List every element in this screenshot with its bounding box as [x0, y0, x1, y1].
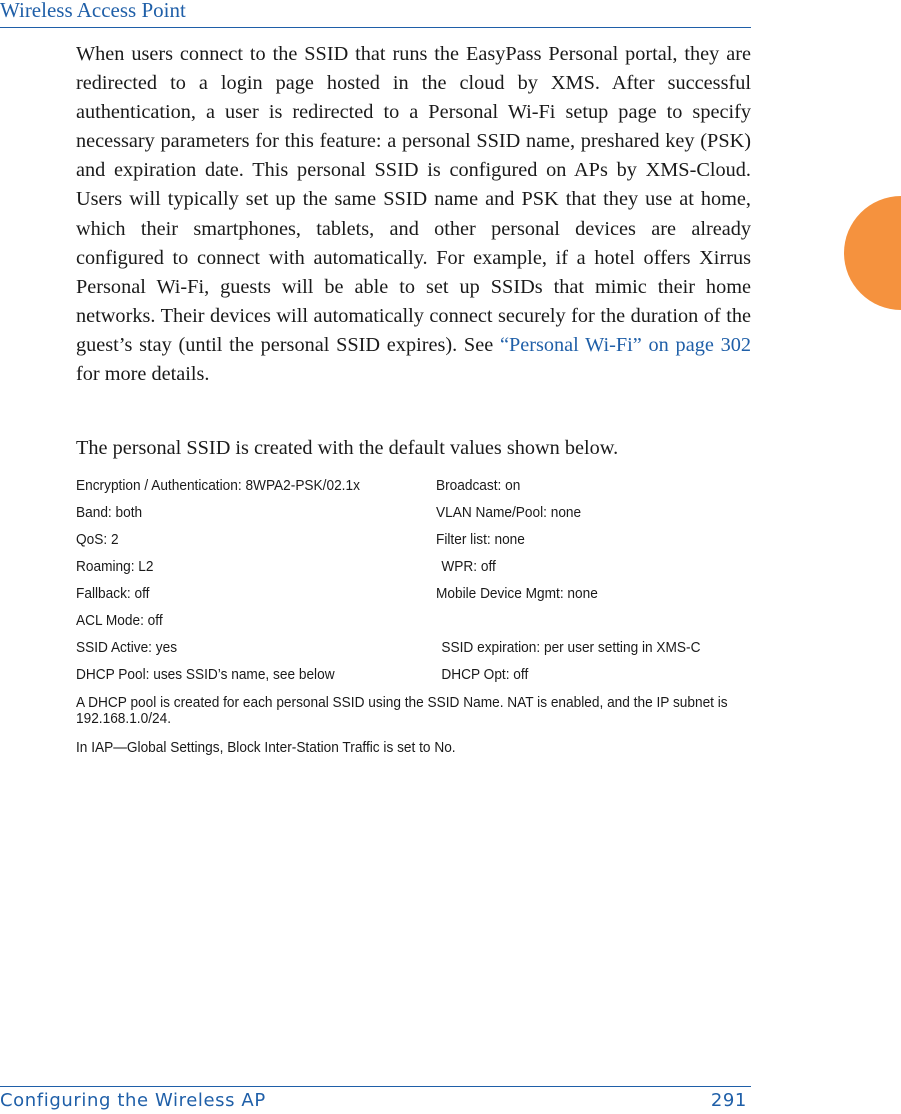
default-setting-right: DHCP Opt: off — [441, 666, 529, 683]
default-values-list — [76, 475, 701, 691]
body-paragraph-text: When users connect to the SSID that runs the EasyPass Personal portal, they are redirected to a login page hosted in the cloud by XMS. After successful authentication, a user is redirected to a Personal Wi-Fi setup page to specify necessary parameters for this feature: a personal SSID name, preshared key (PSK) and expiration date. This personal SSID is configured on APs by XMS-Cloud. Users will typically set up the same SSID name and PSK that they use at home, which their smartphones, tablets, and other personal devices are already configured to connect with automatically. For example, if a hotel offers Xirrus Personal Wi-Fi, guests will be able to set up SSIDs that mimic their home networks. Their devices will automatically connect securely for the duration of the guest’s stay (until the personal SSID expires). See — [76, 43, 751, 356]
default-setting-left: Fallback: off — [76, 585, 150, 602]
default-setting-right: Broadcast: on — [436, 477, 521, 494]
page-number: 291 — [710, 1090, 747, 1111]
body-paragraph — [76, 40, 751, 389]
default-setting-left: Encryption / Authentication: 8WPA2-PSK/02.1x — [76, 477, 360, 494]
footer-divider — [0, 1086, 751, 1087]
default-setting-right: VLAN Name/Pool: none — [436, 504, 582, 521]
running-header-title: Wireless Access Point — [0, 0, 186, 22]
body-paragraph-tail: for more details. — [76, 363, 210, 386]
footer-section-title: Configuring the Wireless AP — [0, 1090, 266, 1111]
default-row — [76, 556, 688, 583]
dhcp-pool-note: A DHCP pool is created for each personal SSID using the SSID Name. NAT is enabled, and the IP subnet is 192.168.1.0/24. — [76, 694, 728, 727]
defaults-intro-sentence: The personal SSID is created with the default values shown below. — [76, 437, 619, 459]
default-row — [76, 664, 688, 691]
iap-global-settings-note: In IAP—Global Settings, Block Inter-Station Traffic is set to No. — [76, 739, 456, 756]
header-divider — [0, 27, 751, 28]
default-setting-left: ACL Mode: off — [76, 612, 163, 629]
default-setting-left: DHCP Pool: uses SSID’s name, see below — [76, 666, 335, 683]
default-row — [76, 529, 688, 556]
personal-wifi-cross-reference-link[interactable]: “Personal Wi-Fi” on page 302 — [499, 333, 751, 356]
default-setting-right: SSID expiration: per user setting in XMS-C — [441, 639, 701, 656]
default-setting-left: SSID Active: yes — [76, 639, 178, 656]
default-setting-right: Mobile Device Mgmt: none — [436, 585, 598, 602]
default-row — [76, 610, 688, 637]
default-row — [76, 475, 688, 502]
default-setting-right: Filter list: none — [436, 531, 525, 548]
default-setting-left: Band: both — [76, 504, 143, 521]
chapter-tab-marker — [844, 196, 901, 310]
default-setting-right: WPR: off — [441, 558, 496, 575]
default-row — [76, 637, 701, 664]
default-row — [76, 583, 688, 610]
default-row — [76, 502, 688, 529]
default-setting-left: Roaming: L2 — [76, 558, 154, 575]
default-setting-left: QoS: 2 — [76, 531, 119, 548]
